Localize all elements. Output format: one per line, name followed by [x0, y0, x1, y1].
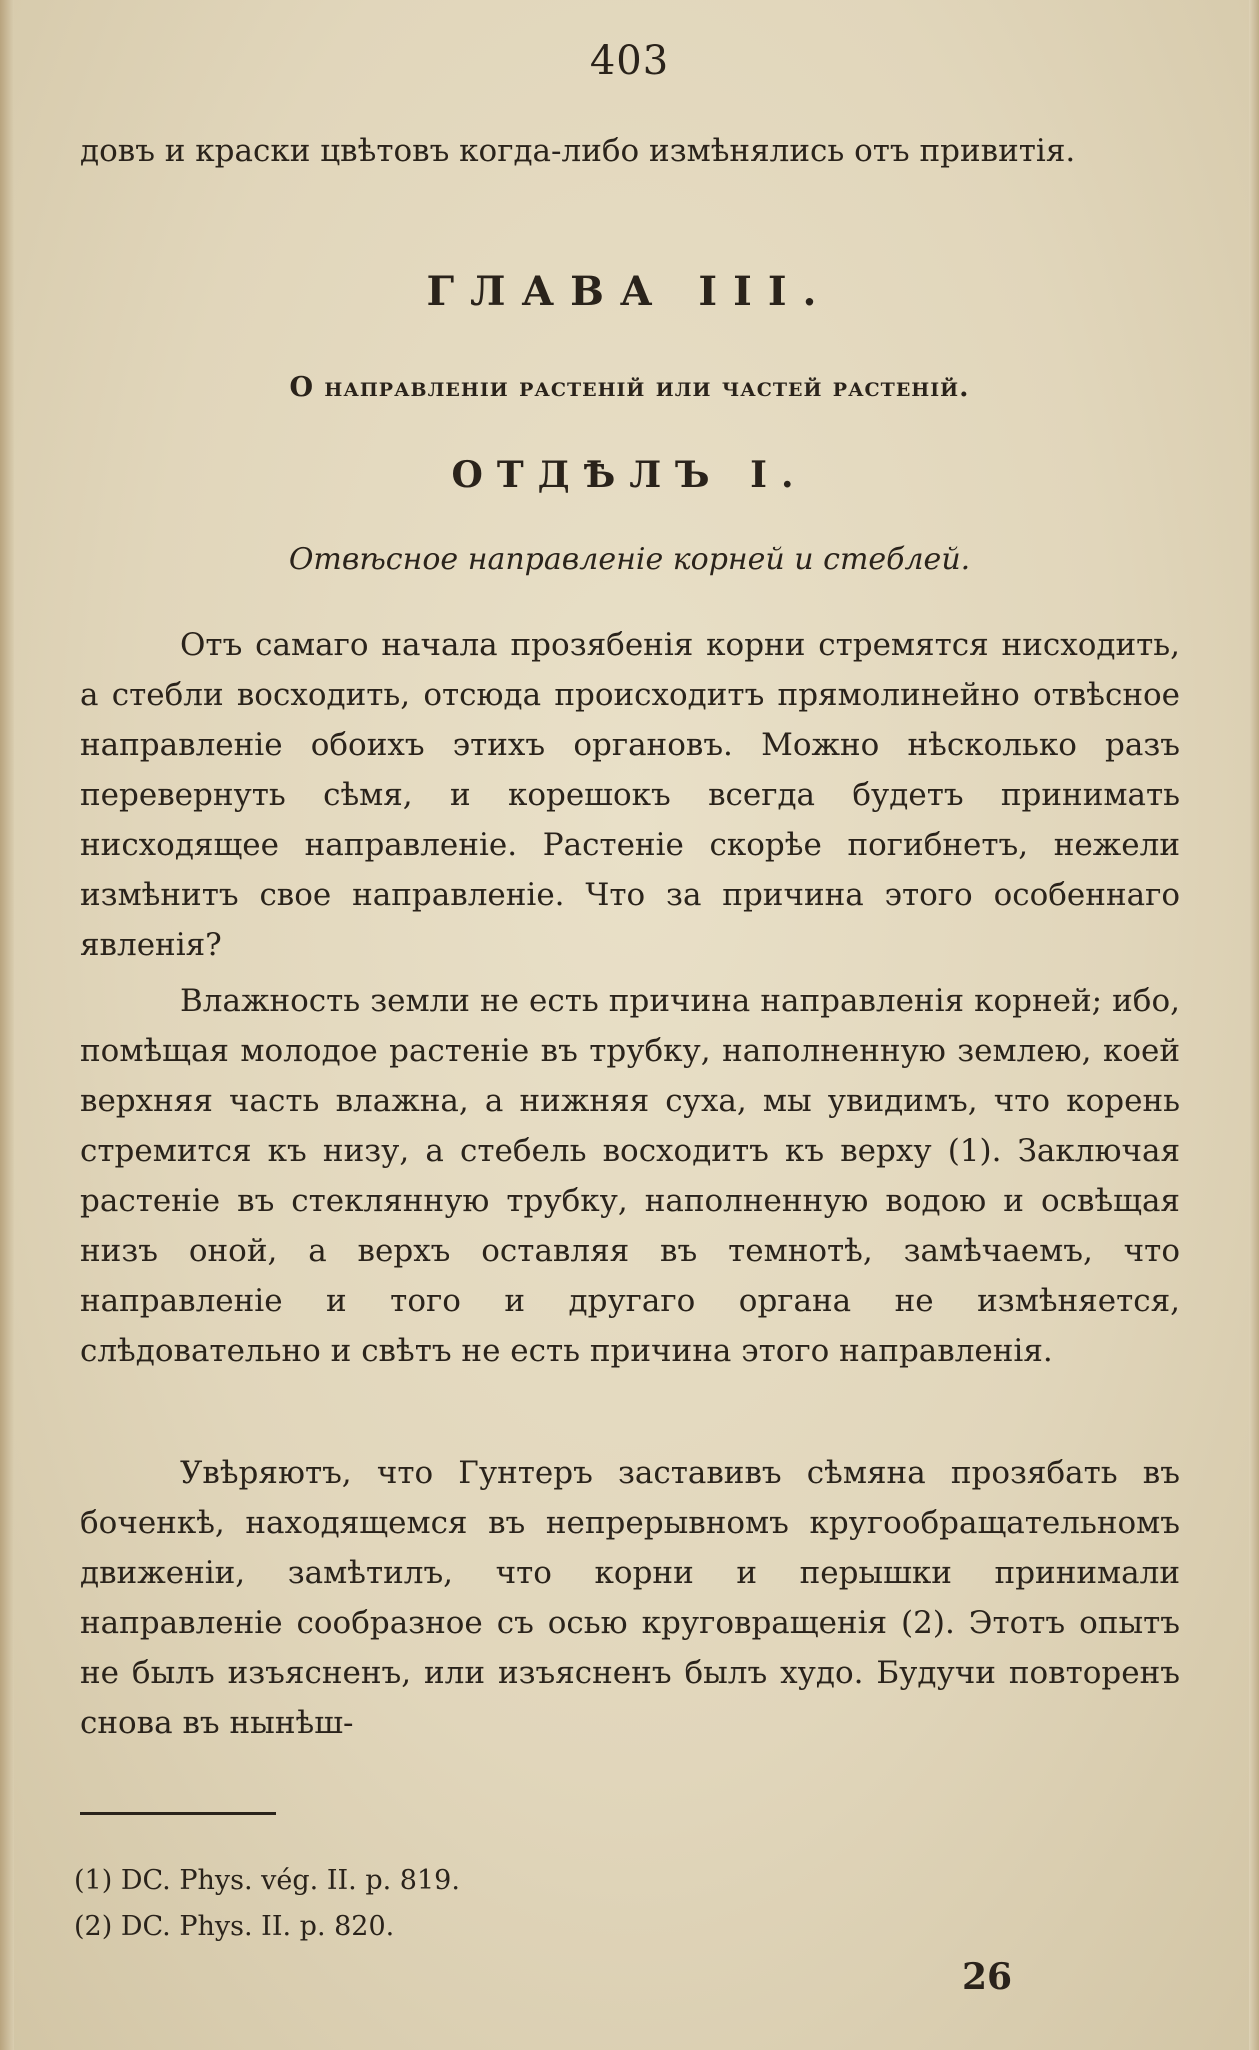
footnote-1: (1) DC. Phys. vég. II. p. 819.: [74, 1865, 460, 1896]
page-number: 403: [589, 38, 670, 84]
section-title: ОТДѢЛЪ I.: [451, 454, 808, 496]
carryover-paragraph: довъ и краски цвѣтовъ когда-либо измѣнялись отъ привитія.: [80, 133, 1076, 169]
paragraph-3: Увѣряютъ, что Гунтеръ заставивъ сѣмяна прозябать въ боченкѣ, находящемся въ непрерывномъ кругообращательномъ движеніи, замѣтилъ, что корни и перышки принимали направленіе сообразное съ осью круговращенія (2). Этотъ опытъ не былъ изъясненъ, или изъясненъ былъ худо. Будучи повторенъ снова въ нынѣш-: [80, 1455, 1180, 1741]
footnote-divider: [80, 1812, 276, 1815]
signature-mark: 26: [962, 1956, 1013, 1998]
paragraph-1: Отъ самаго начала прозябенія корни стремятся нисходить, а стебли восходить, отсюда происходитъ прямолинейно отвѣсное направленіе обоихъ этихъ органовъ. Можно нѣсколько разъ перевернуть сѣмя, и корешокъ всегда будетъ принимать нисходящее направленіе. Растеніе скорѣе погибнетъ, нежели измѣнитъ свое направленіе. Что за причина этого особеннаго явленія?: [80, 627, 1180, 963]
footnotes: [74, 1858, 974, 1950]
chapter-subtitle: О направленіи растеній или частей растеній.: [289, 372, 970, 403]
section-subtitle: Отвѣсное направленіе корней и стеблей.: [288, 542, 971, 577]
footnote-2: (2) DC. Phys. II. p. 820.: [74, 1911, 395, 1942]
chapter-title: ГЛАВА III.: [426, 268, 833, 315]
paragraph-2: Влажность земли не есть причина направленія корней; ибо, помѣщая молодое растеніе въ трубку, наполненную землею, коей верхняя часть влажна, а нижняя суха, мы увидимъ, что корень стремится къ низу, а стебель восходитъ къ верху (1). Заключая растеніе въ стеклянную трубку, наполненную водою и освѣщая низъ оной, а верхъ оставляя въ темнотѣ, замѣчаемъ, что направленіе и того и другаго органа не измѣняется, слѣдовательно и свѣтъ не есть причина этого направленія.: [80, 983, 1180, 1369]
